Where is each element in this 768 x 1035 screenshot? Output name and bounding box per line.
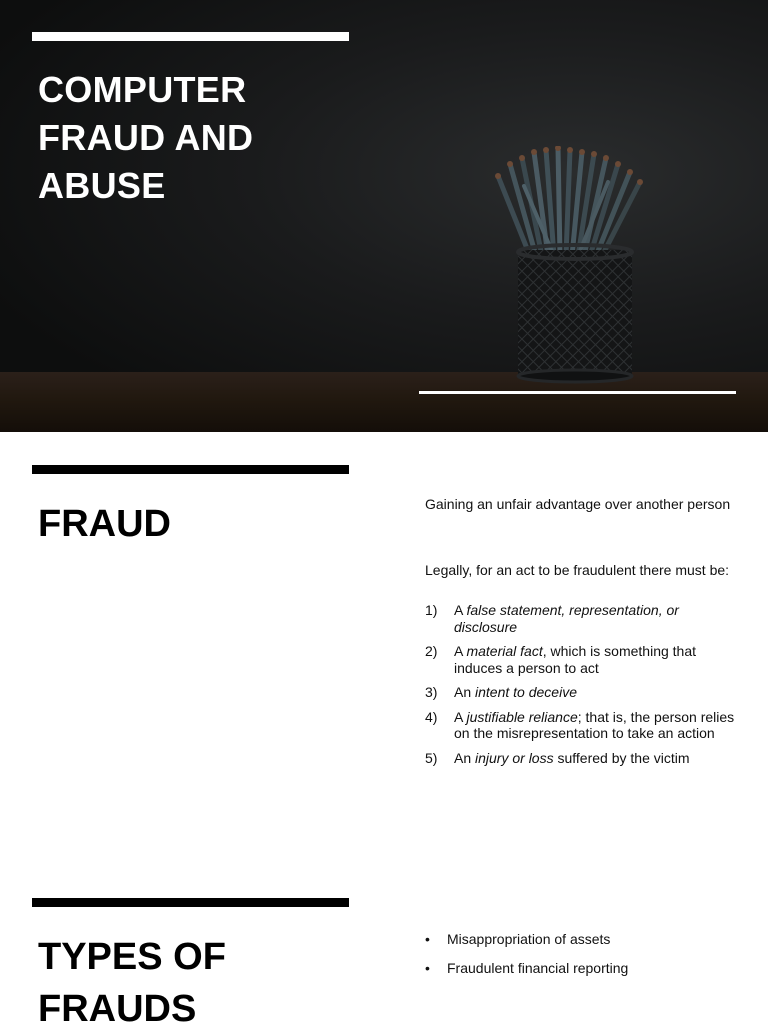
title-bottom-accent-bar — [419, 391, 736, 394]
types-heading: TYPES OF FRAUDS — [38, 936, 226, 1030]
list-item: • Misappropriation of assets — [425, 931, 611, 947]
pencil-cup-image — [488, 146, 658, 384]
list-item: 3) An intent to deceive — [425, 684, 577, 700]
types-accent-bar — [32, 898, 349, 907]
fraud-accent-bar — [32, 465, 349, 474]
fraud-types-list — [425, 931, 735, 989]
presentation-title: COMPUTER FRAUD AND ABUSE — [38, 69, 254, 206]
fraud-legal-intro: Legally, for an act to be fraudulent there must be: — [425, 562, 730, 578]
types-slide — [0, 862, 768, 1030]
list-item: 5) An injury or loss suffered by the victim — [425, 749, 690, 766]
fraud-elements-list — [425, 602, 735, 774]
bullet-icon: • — [425, 931, 430, 947]
list-item: • Fraudulent financial reporting — [425, 960, 629, 976]
list-item: 2) A material fact, which is something that induces a person to act — [425, 643, 697, 676]
list-item: 4) A justifiable reliance; that is, the person relies on the misrepresentation to take an action — [425, 708, 735, 741]
bullet-icon: • — [425, 960, 430, 976]
title-slide — [0, 0, 768, 432]
list-item: 1) A false statement, representation, or disclosure — [425, 602, 679, 635]
fraud-definition: Gaining an unfair advantage over another person — [425, 496, 731, 512]
fraud-heading: FRAUD — [38, 503, 171, 545]
fraud-slide — [0, 432, 768, 862]
title-accent-bar — [32, 32, 349, 41]
